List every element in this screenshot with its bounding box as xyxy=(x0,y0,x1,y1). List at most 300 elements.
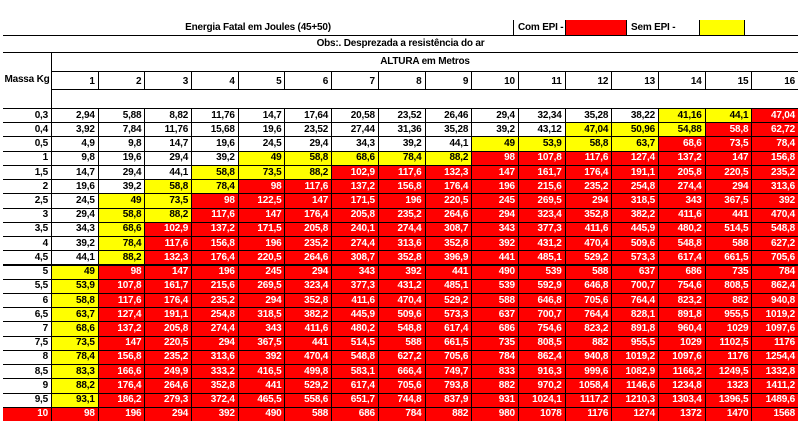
energy-value-cell: 29,4 xyxy=(145,152,191,165)
legend-blank-cell xyxy=(745,20,798,35)
energy-value-cell: 2,94 xyxy=(52,109,98,122)
mass-row-label: 9 xyxy=(3,379,51,392)
energy-value-cell: 470,4 xyxy=(566,237,612,250)
height-col-header: 13 xyxy=(612,72,658,89)
energy-value-cell: 78,4 xyxy=(52,351,98,364)
energy-value-cell: 49 xyxy=(239,152,285,165)
energy-value-cell: 117,6 xyxy=(145,237,191,250)
energy-value-cell: 411,6 xyxy=(285,322,331,335)
energy-value-cell: 862,4 xyxy=(519,351,565,364)
energy-value-cell: 117,6 xyxy=(566,152,612,165)
energy-value-cell: 548,8 xyxy=(379,322,425,335)
energy-value-cell: 122,5 xyxy=(239,194,285,207)
energy-value-cell: 1058,4 xyxy=(566,379,612,392)
energy-value-cell: 107,8 xyxy=(99,280,145,293)
energy-value-cell: 98 xyxy=(52,408,98,421)
energy-value-cell: 78,4 xyxy=(99,237,145,250)
energy-value-cell: 78,4 xyxy=(192,180,238,193)
energy-value-cell: 294 xyxy=(239,294,285,307)
energy-value-cell: 235,2 xyxy=(192,294,238,307)
energy-value-cell: 666,4 xyxy=(379,365,425,378)
energy-value-cell: 637 xyxy=(612,266,658,279)
energy-value-cell: 269,5 xyxy=(239,280,285,293)
energy-value-cell: 548,8 xyxy=(752,223,798,236)
energy-value-cell: 63,7 xyxy=(52,308,98,321)
energy-value-cell: 627,2 xyxy=(752,237,798,250)
height-col-header: 9 xyxy=(426,72,472,89)
energy-value-cell: 1332,8 xyxy=(752,365,798,378)
energy-value-cell: 441 xyxy=(239,379,285,392)
height-col-header: 14 xyxy=(659,72,705,89)
energy-value-cell: 98 xyxy=(192,194,238,207)
energy-value-cell: 93,1 xyxy=(52,394,98,407)
energy-value-cell: 274,4 xyxy=(332,237,378,250)
energy-value-cell: 837,9 xyxy=(426,394,472,407)
com-epi-label: Com EPI - xyxy=(514,20,565,35)
energy-value-cell: 63,7 xyxy=(612,137,658,150)
energy-value-cell: 617,4 xyxy=(426,322,472,335)
energy-value-cell: 735 xyxy=(472,337,518,350)
energy-value-cell: 196 xyxy=(379,194,425,207)
energy-value-cell: 1029 xyxy=(659,337,705,350)
energy-value-cell: 392 xyxy=(239,351,285,364)
energy-value-cell: 308,7 xyxy=(426,223,472,236)
energy-value-cell: 313,6 xyxy=(379,237,425,250)
energy-value-cell: 264,6 xyxy=(145,379,191,392)
energy-value-cell: 514,5 xyxy=(332,337,378,350)
energy-value-cell: 240,1 xyxy=(332,223,378,236)
energy-value-cell: 102,9 xyxy=(332,166,378,179)
energy-value-cell: 107,8 xyxy=(519,152,565,165)
energy-value-cell: 39,2 xyxy=(379,137,425,150)
energy-value-cell: 215,6 xyxy=(519,180,565,193)
energy-value-cell: 58,8 xyxy=(566,137,612,150)
energy-value-cell: 485,1 xyxy=(519,251,565,264)
energy-value-cell: 955,5 xyxy=(706,308,752,321)
energy-value-cell: 31,36 xyxy=(379,123,425,136)
energy-value-cell: 882 xyxy=(566,337,612,350)
energy-value-cell: 1078 xyxy=(519,408,565,421)
energy-value-cell: 333,2 xyxy=(192,365,238,378)
energy-value-cell: 196 xyxy=(472,180,518,193)
energy-value-cell: 470,4 xyxy=(752,209,798,222)
energy-value-cell: 343 xyxy=(659,194,705,207)
height-col-header: 5 xyxy=(239,72,285,89)
energy-value-cell: 308,7 xyxy=(332,251,378,264)
height-header: ALTURA em Metros xyxy=(52,53,798,71)
energy-value-cell: 117,6 xyxy=(379,166,425,179)
energy-value-cell: 88,2 xyxy=(285,166,331,179)
energy-value-cell: 294 xyxy=(706,180,752,193)
energy-value-cell: 823,2 xyxy=(566,322,612,335)
energy-value-cell: 191,1 xyxy=(145,308,191,321)
energy-value-cell: 754,6 xyxy=(519,322,565,335)
energy-value-cell: 176,4 xyxy=(145,294,191,307)
energy-value-cell: 823,2 xyxy=(659,294,705,307)
energy-value-cell: 127,4 xyxy=(612,152,658,165)
energy-value-cell: 171,5 xyxy=(332,194,378,207)
mass-row-label: 9,5 xyxy=(3,394,51,407)
energy-value-cell: 137,2 xyxy=(192,223,238,236)
energy-value-cell: 323,4 xyxy=(519,209,565,222)
energy-value-cell: 47,04 xyxy=(566,123,612,136)
energy-value-cell: 19,6 xyxy=(52,180,98,193)
energy-value-cell: 117,6 xyxy=(192,209,238,222)
height-col-header: 1 xyxy=(52,72,98,89)
energy-value-cell: 529,2 xyxy=(566,251,612,264)
energy-value-cell: 58,8 xyxy=(285,152,331,165)
energy-value-cell: 24,5 xyxy=(52,194,98,207)
energy-value-cell: 9,8 xyxy=(52,152,98,165)
mass-row-label: 2 xyxy=(3,180,51,193)
energy-value-cell: 29,4 xyxy=(285,137,331,150)
energy-value-cell: 367,5 xyxy=(706,194,752,207)
energy-value-cell: 44,1 xyxy=(52,251,98,264)
energy-value-cell: 480,2 xyxy=(659,223,705,236)
energy-value-cell: 156,8 xyxy=(192,237,238,250)
energy-value-cell: 661,5 xyxy=(426,337,472,350)
energy-value-cell: 1372 xyxy=(659,408,705,421)
energy-value-cell: 700,7 xyxy=(519,308,565,321)
energy-value-cell: 14,7 xyxy=(52,166,98,179)
energy-value-cell: 916,3 xyxy=(519,365,565,378)
energy-value-cell: 23,52 xyxy=(379,109,425,122)
energy-value-cell: 176,4 xyxy=(192,251,238,264)
energy-value-cell: 27,44 xyxy=(332,123,378,136)
energy-value-cell: 509,6 xyxy=(612,237,658,250)
energy-value-cell: 940,8 xyxy=(752,294,798,307)
energy-value-cell: 955,5 xyxy=(612,337,658,350)
energy-value-cell: 313,6 xyxy=(192,351,238,364)
energy-value-cell: 78,4 xyxy=(752,137,798,150)
energy-value-cell: 245 xyxy=(472,194,518,207)
height-col-header: 8 xyxy=(379,72,425,89)
energy-value-cell: 980 xyxy=(472,408,518,421)
sem-epi-label: Sem EPI - xyxy=(627,20,699,35)
energy-value-cell: 617,4 xyxy=(659,251,705,264)
height-col-header: 10 xyxy=(472,72,518,89)
energy-value-cell: 313,6 xyxy=(752,180,798,193)
energy-value-cell: 1411,2 xyxy=(752,379,798,392)
energy-value-cell: 470,4 xyxy=(379,294,425,307)
energy-value-cell: 26,46 xyxy=(426,109,472,122)
energy-value-cell: 254,8 xyxy=(612,180,658,193)
mass-row-label: 5,5 xyxy=(3,280,51,293)
energy-value-cell: 215,6 xyxy=(192,280,238,293)
energy-value-cell: 8,82 xyxy=(145,109,191,122)
energy-value-cell: 39,2 xyxy=(192,152,238,165)
header-spacer-row xyxy=(52,90,798,108)
energy-value-cell: 588 xyxy=(706,237,752,250)
mass-row-label: 3,5 xyxy=(3,223,51,236)
energy-value-cell: 117,6 xyxy=(285,180,331,193)
mass-row-label: 10 xyxy=(3,408,51,421)
mass-row-label: 5 xyxy=(3,266,51,279)
energy-value-cell: 470,4 xyxy=(285,351,331,364)
energy-value-cell: 29,4 xyxy=(99,166,145,179)
energy-value-cell: 490 xyxy=(472,266,518,279)
energy-value-cell: 34,3 xyxy=(52,223,98,236)
energy-value-cell: 1176 xyxy=(566,408,612,421)
energy-value-cell: 54,88 xyxy=(659,123,705,136)
energy-value-cell: 490 xyxy=(239,408,285,421)
energy-value-cell: 32,34 xyxy=(519,109,565,122)
energy-value-cell: 176,4 xyxy=(99,379,145,392)
energy-value-cell: 137,2 xyxy=(99,322,145,335)
mass-row-label: 0,4 xyxy=(3,123,51,136)
energy-value-cell: 367,5 xyxy=(239,337,285,350)
energy-value-cell: 98 xyxy=(472,152,518,165)
energy-value-cell: 53,9 xyxy=(519,137,565,150)
energy-value-cell: 1097,6 xyxy=(752,322,798,335)
energy-value-cell: 705,6 xyxy=(566,294,612,307)
energy-value-cell: 24,5 xyxy=(239,137,285,150)
energy-value-cell: 808,5 xyxy=(706,280,752,293)
energy-value-cell: 14,7 xyxy=(145,137,191,150)
height-col-header: 16 xyxy=(752,72,798,89)
energy-value-cell: 196 xyxy=(192,266,238,279)
energy-value-cell: 1176 xyxy=(706,351,752,364)
energy-value-cell: 323,4 xyxy=(285,280,331,293)
energy-value-cell: 352,8 xyxy=(285,294,331,307)
energy-value-cell: 411,6 xyxy=(566,223,612,236)
energy-value-cell: 627,2 xyxy=(379,351,425,364)
energy-value-cell: 41,16 xyxy=(659,109,705,122)
energy-value-cell: 35,28 xyxy=(566,109,612,122)
energy-value-cell: 58,8 xyxy=(192,166,238,179)
energy-value-cell: 127,4 xyxy=(99,308,145,321)
energy-value-cell: 39,2 xyxy=(99,180,145,193)
energy-value-cell: 862,4 xyxy=(752,280,798,293)
energy-value-cell: 377,3 xyxy=(332,280,378,293)
energy-value-cell: 411,6 xyxy=(332,294,378,307)
observation-note: Obs:. Desprezada a resistência do ar xyxy=(3,36,798,52)
energy-value-cell: 49 xyxy=(472,137,518,150)
energy-value-cell: 318,5 xyxy=(239,308,285,321)
energy-value-cell: 514,5 xyxy=(706,223,752,236)
energy-value-cell: 196 xyxy=(99,408,145,421)
energy-value-cell: 588 xyxy=(566,266,612,279)
energy-value-cell: 47,04 xyxy=(752,109,798,122)
energy-value-cell: 1102,5 xyxy=(706,337,752,350)
energy-value-cell: 235,2 xyxy=(285,237,331,250)
com-epi-swatch xyxy=(566,20,626,35)
energy-value-cell: 58,8 xyxy=(145,180,191,193)
energy-value-cell: 35,28 xyxy=(426,123,472,136)
energy-value-cell: 264,6 xyxy=(426,209,472,222)
energy-value-cell: 235,2 xyxy=(566,180,612,193)
energy-value-cell: 1117,2 xyxy=(566,394,612,407)
energy-value-cell: 891,8 xyxy=(612,322,658,335)
mass-row-label: 6 xyxy=(3,294,51,307)
energy-value-cell: 1396,5 xyxy=(706,394,752,407)
energy-value-cell: 686 xyxy=(332,408,378,421)
energy-value-cell: 269,5 xyxy=(519,194,565,207)
energy-value-cell: 147 xyxy=(99,337,145,350)
energy-value-cell: 171,5 xyxy=(239,223,285,236)
energy-value-cell: 441 xyxy=(706,209,752,222)
mass-row-label: 2,5 xyxy=(3,194,51,207)
height-col-header: 6 xyxy=(285,72,331,89)
mass-row-label: 0,3 xyxy=(3,109,51,122)
energy-value-cell: 294 xyxy=(285,266,331,279)
energy-value-cell: 784 xyxy=(752,266,798,279)
energy-value-cell: 352,8 xyxy=(566,209,612,222)
energy-value-cell: 940,8 xyxy=(566,351,612,364)
energy-value-cell: 235,2 xyxy=(752,166,798,179)
energy-value-cell: 465,5 xyxy=(239,394,285,407)
energy-value-cell: 558,6 xyxy=(285,394,331,407)
energy-value-cell: 705,6 xyxy=(752,251,798,264)
energy-value-cell: 352,8 xyxy=(426,237,472,250)
mass-row-label: 1 xyxy=(3,152,51,165)
energy-value-cell: 156,8 xyxy=(99,351,145,364)
energy-value-cell: 156,8 xyxy=(379,180,425,193)
energy-value-cell: 88,2 xyxy=(145,209,191,222)
energy-value-cell: 1234,8 xyxy=(659,379,705,392)
energy-value-cell: 20,58 xyxy=(332,109,378,122)
energy-value-cell: 833 xyxy=(472,365,518,378)
energy-value-cell: 592,9 xyxy=(519,280,565,293)
energy-value-cell: 191,1 xyxy=(612,166,658,179)
energy-value-cell: 147 xyxy=(145,266,191,279)
energy-value-cell: 343 xyxy=(332,266,378,279)
energy-value-cell: 117,6 xyxy=(99,294,145,307)
energy-value-cell: 205,8 xyxy=(332,209,378,222)
energy-value-cell: 68,6 xyxy=(52,322,98,335)
energy-value-cell: 754,6 xyxy=(659,280,705,293)
mass-row-label: 8,5 xyxy=(3,365,51,378)
energy-value-cell: 274,4 xyxy=(659,180,705,193)
energy-value-cell: 78,4 xyxy=(379,152,425,165)
energy-value-cell: 700,7 xyxy=(612,280,658,293)
energy-value-cell: 1097,6 xyxy=(659,351,705,364)
energy-value-cell: 377,3 xyxy=(519,223,565,236)
energy-value-cell: 382,2 xyxy=(285,308,331,321)
energy-value-cell: 749,7 xyxy=(426,365,472,378)
energy-table xyxy=(3,20,798,421)
energy-value-cell: 1254,4 xyxy=(752,351,798,364)
energy-value-cell: 147 xyxy=(706,152,752,165)
energy-value-cell: 445,9 xyxy=(332,308,378,321)
energy-value-cell: 583,1 xyxy=(332,365,378,378)
energy-value-cell: 98 xyxy=(99,266,145,279)
energy-value-cell: 637 xyxy=(472,308,518,321)
mass-row-label: 4,5 xyxy=(3,251,51,264)
energy-value-cell: 392 xyxy=(379,266,425,279)
energy-value-cell: 343 xyxy=(239,322,285,335)
energy-value-cell: 1323 xyxy=(706,379,752,392)
energy-value-cell: 588 xyxy=(472,294,518,307)
energy-value-cell: 1489,6 xyxy=(752,394,798,407)
energy-value-cell: 882 xyxy=(426,408,472,421)
mass-header: Massa Kg xyxy=(3,53,51,108)
energy-value-cell: 43,12 xyxy=(519,123,565,136)
energy-value-cell: 34,3 xyxy=(332,137,378,150)
energy-value-cell: 39,2 xyxy=(472,123,518,136)
energy-value-cell: 828,1 xyxy=(612,308,658,321)
energy-value-cell: 294 xyxy=(145,408,191,421)
height-col-header: 4 xyxy=(192,72,238,89)
energy-value-cell: 480,2 xyxy=(332,322,378,335)
energy-value-cell: 573,3 xyxy=(426,308,472,321)
energy-value-cell: 1019,2 xyxy=(752,308,798,321)
energy-value-cell: 352,8 xyxy=(379,251,425,264)
energy-value-cell: 68,6 xyxy=(659,137,705,150)
energy-value-cell: 372,4 xyxy=(192,394,238,407)
energy-value-cell: 573,3 xyxy=(612,251,658,264)
energy-value-cell: 686 xyxy=(659,266,705,279)
energy-value-cell: 147 xyxy=(239,209,285,222)
height-col-header: 3 xyxy=(145,72,191,89)
energy-value-cell: 44,1 xyxy=(145,166,191,179)
energy-value-cell: 548,8 xyxy=(332,351,378,364)
energy-value-cell: 19,6 xyxy=(192,137,238,150)
energy-value-cell: 58,8 xyxy=(52,294,98,307)
energy-value-cell: 882 xyxy=(472,379,518,392)
height-col-header: 12 xyxy=(566,72,612,89)
energy-value-cell: 83,3 xyxy=(52,365,98,378)
energy-value-cell: 19,6 xyxy=(99,152,145,165)
energy-value-cell: 294 xyxy=(566,194,612,207)
energy-value-cell: 9,8 xyxy=(99,137,145,150)
energy-value-cell: 58,8 xyxy=(99,209,145,222)
energy-value-cell: 1029 xyxy=(706,322,752,335)
energy-value-cell: 19,6 xyxy=(239,123,285,136)
energy-value-cell: 1024,1 xyxy=(519,394,565,407)
energy-value-cell: 431,2 xyxy=(379,280,425,293)
energy-value-cell: 499,8 xyxy=(285,365,331,378)
mass-row-label: 3 xyxy=(3,209,51,222)
energy-value-cell: 588 xyxy=(379,337,425,350)
energy-value-cell: 529,2 xyxy=(285,379,331,392)
energy-value-cell: 245 xyxy=(239,266,285,279)
energy-value-cell: 705,6 xyxy=(426,351,472,364)
energy-value-cell: 7,84 xyxy=(99,123,145,136)
energy-value-cell: 147 xyxy=(472,166,518,179)
energy-value-cell: 1249,5 xyxy=(706,365,752,378)
energy-value-cell: 931 xyxy=(472,394,518,407)
energy-value-cell: 39,2 xyxy=(52,237,98,250)
energy-value-cell: 617,4 xyxy=(332,379,378,392)
energy-value-cell: 392 xyxy=(752,194,798,207)
energy-value-cell: 49 xyxy=(52,266,98,279)
energy-value-cell: 98 xyxy=(239,180,285,193)
energy-value-cell: 735 xyxy=(706,266,752,279)
energy-value-cell: 73,5 xyxy=(239,166,285,179)
energy-value-cell: 539 xyxy=(519,266,565,279)
energy-value-cell: 416,5 xyxy=(239,365,285,378)
energy-value-cell: 509,6 xyxy=(379,308,425,321)
energy-value-cell: 274,4 xyxy=(379,223,425,236)
energy-value-cell: 1176 xyxy=(752,337,798,350)
energy-value-cell: 744,8 xyxy=(379,394,425,407)
energy-value-cell: 279,3 xyxy=(145,394,191,407)
sem-epi-swatch xyxy=(700,20,744,35)
energy-value-cell: 220,5 xyxy=(239,251,285,264)
energy-value-cell: 176,4 xyxy=(426,180,472,193)
energy-value-cell: 137,2 xyxy=(659,152,705,165)
energy-value-cell: 686 xyxy=(472,322,518,335)
energy-value-cell: 5,88 xyxy=(99,109,145,122)
energy-value-cell: 764,4 xyxy=(566,308,612,321)
energy-value-cell: 1146,6 xyxy=(612,379,658,392)
energy-value-cell: 29,4 xyxy=(472,109,518,122)
energy-value-cell: 68,6 xyxy=(99,223,145,236)
energy-value-cell: 88,2 xyxy=(99,251,145,264)
energy-value-cell: 220,5 xyxy=(706,166,752,179)
energy-value-cell: 343 xyxy=(472,223,518,236)
